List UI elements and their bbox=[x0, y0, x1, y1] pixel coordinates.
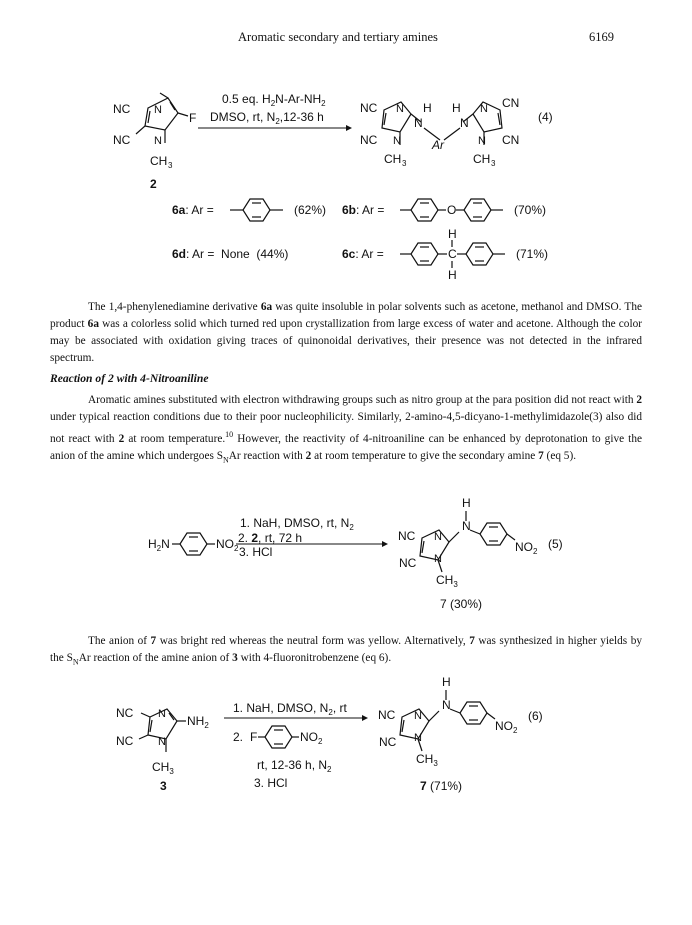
svg-text:N: N bbox=[158, 708, 166, 720]
scheme5-step-2: 2. 2, rt, 72 h bbox=[238, 531, 303, 545]
svg-text:NC: NC bbox=[399, 556, 417, 570]
scheme6-step-1: 1. NaH, DMSO, $N_2$, rt bbox=[233, 701, 347, 717]
scheme5-step-1: 1. NaH, DMSO, rt, $N_2$ bbox=[240, 516, 354, 532]
svg-text:(71%): (71%) bbox=[516, 247, 549, 261]
svg-text:NC: NC bbox=[116, 706, 134, 720]
paragraph-1: The 1,4-phenylenediamine derivative 6a was quite insoluble in polar solvents such as acetone, methanol and DMSO. The product 6a was a colorless solid which turned red upon crystallization from large excess of water and acetone. Although the color may be associated with oxidation giving traces of quinonoidal derivatives, their presence was not detected in the infrared spectrum. bbox=[50, 301, 642, 364]
svg-text:N: N bbox=[462, 519, 471, 533]
svg-text:NO2: $NO_2$ bbox=[515, 540, 538, 556]
label-6a: 6a bbox=[172, 203, 186, 217]
svg-text:(62%): (62%) bbox=[294, 203, 327, 217]
svg-text:F: F bbox=[189, 111, 197, 125]
svg-text:NC: NC bbox=[113, 133, 131, 147]
product-7-label-eq6: 7 (71%) bbox=[420, 779, 463, 793]
svg-text:NC: NC bbox=[379, 735, 397, 749]
svg-text:NC: NC bbox=[360, 133, 378, 147]
svg-text:N: N bbox=[414, 710, 422, 722]
svg-text:NC: NC bbox=[398, 529, 416, 543]
reaction-scheme-4 bbox=[0, 0, 692, 310]
svg-text:N: N bbox=[396, 103, 404, 115]
svg-text:CH3: $CH_3$ bbox=[416, 752, 438, 768]
svg-text:N: N bbox=[460, 116, 469, 130]
scheme4-eq-label: (4) bbox=[538, 110, 553, 124]
nitroaniline-ring bbox=[172, 533, 215, 555]
svg-text:NC: NC bbox=[378, 708, 396, 722]
svg-text:H: H bbox=[423, 101, 432, 115]
svg-text:N: N bbox=[442, 698, 451, 712]
svg-text:3: 3 bbox=[491, 159, 496, 168]
benzene-ring-6a bbox=[230, 199, 283, 221]
svg-text:N: N bbox=[414, 116, 423, 130]
svg-text:O: O bbox=[447, 203, 457, 217]
scheme6-step-2-conditions: rt, 12-36 h, $N_2$ bbox=[257, 758, 332, 774]
reactant-2-structure bbox=[136, 93, 188, 143]
running-header: Aromatic secondary and tertiary amines bbox=[238, 30, 438, 44]
compound-label-2: 2 bbox=[150, 177, 157, 191]
compound-label-3: 3 bbox=[160, 779, 167, 793]
svg-text:(70%): (70%) bbox=[514, 203, 547, 217]
label-6c: 6c bbox=[342, 247, 356, 261]
svg-text:6b: Ar =: 6b: Ar = bbox=[342, 203, 385, 217]
svg-text:6a: Ar =: 6a: Ar = bbox=[172, 203, 214, 217]
paragraph-2: Aromatic amines substituted with electron withdrawing groups such as nitro group at the para position did not react with 2 under typical reaction conditions due to their poor nucleophilicity. Similarly, 2-amino-4,5-dicyano-1-methylimidazole(3) also did not react with 2 at room temperature.$^{10}$ However, the reactivity of 4-nitroaniline can be enhanced by deprotonation to give the anion of the amine which undergoes $S_NAr$ reaction with 2 at room temperature to give the secondary amine 7 (eq 5). bbox=[50, 394, 642, 465]
svg-text:N: N bbox=[478, 135, 486, 147]
svg-text:H: H bbox=[442, 675, 451, 689]
svg-text:F: F bbox=[250, 730, 258, 744]
svg-text:NC: NC bbox=[113, 102, 131, 116]
section-heading: Reaction of 2 with 4-Nitroaniline bbox=[50, 372, 209, 385]
svg-text:CH3: $CH_3$ bbox=[152, 760, 174, 776]
svg-text:N: N bbox=[434, 553, 442, 565]
page-number: 6169 bbox=[589, 30, 614, 44]
svg-text:H: H bbox=[452, 101, 461, 115]
svg-text:N: N bbox=[414, 732, 422, 744]
svg-text:N: N bbox=[480, 103, 488, 115]
reaction-scheme-5 bbox=[0, 490, 692, 620]
scheme6-eq-label: (6) bbox=[528, 709, 543, 723]
svg-text:N: N bbox=[393, 135, 401, 147]
product-7-label: 7 (30%) bbox=[440, 597, 483, 611]
svg-text:3: 3 bbox=[402, 159, 407, 168]
fluoronitrobenzene-ring bbox=[258, 726, 299, 748]
scheme5-eq-label: (5) bbox=[548, 537, 563, 551]
svg-text:NO2: $NO_2$ bbox=[495, 719, 518, 735]
svg-text:NO2: $NO_2$ bbox=[216, 537, 239, 553]
svg-text:H2N: $H_2N$ bbox=[148, 537, 170, 553]
svg-text:3: 3 bbox=[168, 161, 173, 170]
svg-text:CH: CH bbox=[150, 154, 168, 168]
svg-text:NO2: $NO_2$ bbox=[300, 730, 323, 746]
svg-text:CH3: $CH_3$ bbox=[436, 573, 458, 589]
svg-text:H: H bbox=[462, 496, 471, 510]
svg-text:N: N bbox=[154, 135, 162, 147]
scheme6-step-2-prefix: 2. bbox=[233, 730, 244, 744]
svg-text:N: N bbox=[154, 104, 162, 116]
scheme4-reagent-2: DMSO, rt, $N_2,12-36$ h bbox=[210, 110, 324, 126]
label-6d: 6d bbox=[172, 247, 187, 261]
scheme6-step-3: 3. HCl bbox=[254, 776, 288, 790]
scheme5-step-3: 3. HCl bbox=[239, 545, 273, 559]
svg-text:Ar: Ar bbox=[432, 138, 444, 152]
svg-text:N: N bbox=[158, 736, 166, 748]
svg-text:H: H bbox=[448, 227, 457, 241]
svg-text:N: N bbox=[434, 531, 442, 543]
svg-text:NH2: $NH_2$ bbox=[187, 714, 209, 730]
svg-text:CN: CN bbox=[502, 133, 520, 147]
svg-text:6d: Ar = None (44%): 6d: Ar = None (44%) bbox=[172, 247, 289, 261]
svg-text:CH: CH bbox=[384, 152, 402, 166]
svg-text:NC: NC bbox=[116, 734, 134, 748]
svg-text:6c: Ar =: 6c: Ar = bbox=[342, 247, 384, 261]
svg-text:NC: NC bbox=[360, 101, 378, 115]
svg-text:H: H bbox=[448, 268, 457, 282]
scheme4-reagent-1: 0.5 eq. $H_2N-Ar-NH_2$ bbox=[222, 92, 326, 108]
paragraph-3: The anion of 7 was bright red whereas the neutral form was yellow. Alternatively, 7 was synthesized in higher yields by the $S_NAr$ reaction of the amine anion of 3 with 4-fluoronitrobenzene (eq 6). bbox=[50, 635, 642, 667]
svg-text:CH: CH bbox=[473, 152, 491, 166]
svg-text:CN: CN bbox=[502, 96, 520, 110]
svg-text:C: C bbox=[448, 247, 457, 261]
reaction-scheme-6 bbox=[0, 675, 692, 815]
label-6b: 6b bbox=[342, 203, 357, 217]
